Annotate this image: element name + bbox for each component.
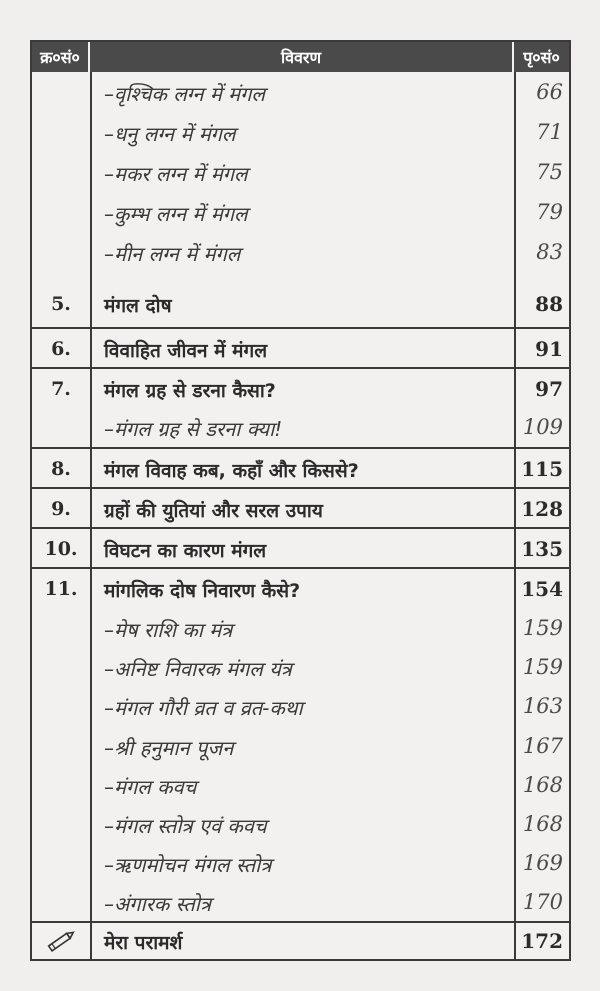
chapter-title: मंगल विवाह कब, कहाँ और किससे?	[104, 460, 359, 482]
list-item	[32, 112, 569, 152]
chapter-page: 135	[521, 537, 563, 561]
section-chapter-10	[32, 529, 569, 569]
chapter-title: विघटन का कारण मंगल	[104, 540, 267, 562]
list-item	[32, 765, 569, 805]
chapter-page: 91	[535, 337, 563, 361]
item-page: 79	[536, 200, 563, 224]
item-page: 168	[522, 812, 563, 836]
section-chapter-7	[32, 369, 569, 449]
item-title: –वृश्चिक लग्न में मंगल	[104, 82, 265, 106]
section-chapter-11	[32, 569, 569, 923]
chapter-row	[32, 569, 569, 609]
item-title: –मंगल कवच	[104, 775, 197, 799]
chapter-number: 9.	[51, 498, 71, 520]
chapter-title: मंगल ग्रह से डरना कैसा?	[104, 380, 276, 402]
item-title: –अंगारक स्तोत्र	[104, 892, 212, 916]
item-page: 71	[536, 120, 563, 144]
list-item	[32, 407, 569, 447]
table-of-contents	[30, 40, 571, 961]
chapter-page: 154	[521, 577, 563, 601]
item-page: 163	[522, 694, 563, 718]
chapter-page: 97	[535, 377, 563, 401]
chapter-title: ग्रहों की युतियां और सरल उपाय	[104, 500, 323, 522]
item-page: 159	[522, 616, 563, 640]
chapter-row	[32, 449, 569, 489]
item-title: –मकर लग्न में मंगल	[104, 162, 248, 186]
item-page: 167	[522, 734, 563, 758]
chapter-title: मांगलिक दोष निवारण कैसे?	[104, 580, 301, 602]
chapter-page: 88	[535, 292, 563, 316]
list-item	[32, 647, 569, 687]
chapter-page: 172	[521, 929, 563, 953]
item-page: 83	[536, 240, 563, 264]
item-title: –ऋणमोचन मंगल स्तोत्र	[104, 853, 272, 877]
item-page: 75	[536, 160, 563, 184]
chapter-page: 128	[521, 497, 563, 521]
chapter-row	[32, 284, 569, 324]
list-item	[32, 686, 569, 726]
item-page: 159	[522, 655, 563, 679]
list-item	[32, 232, 569, 272]
header-description: विवरण	[90, 42, 514, 72]
item-title: –मीन लग्न में मंगल	[104, 242, 241, 266]
chapter-row	[32, 489, 569, 529]
chapter-row	[32, 529, 569, 569]
item-page: 169	[522, 851, 563, 875]
item-page: 109	[522, 415, 563, 439]
list-item	[32, 882, 569, 922]
chapter-row	[32, 369, 569, 409]
section-chapter-9	[32, 489, 569, 529]
item-title: –कुम्भ लग्न में मंगल	[104, 202, 248, 226]
chapter-row	[32, 329, 569, 369]
chapter-row	[32, 921, 569, 961]
item-title: –मंगल गौरी व्रत व व्रत-कथा	[104, 696, 303, 720]
item-page: 66	[536, 80, 563, 104]
item-title: –मंगल ग्रह से डरना क्या!	[104, 417, 283, 441]
section-chapter-8	[32, 449, 569, 489]
item-title: –धनु लग्न में मंगल	[104, 122, 236, 146]
chapter-number: 7.	[51, 378, 71, 400]
list-item	[32, 152, 569, 192]
item-title: –मंगल स्तोत्र एवं कवच	[104, 814, 267, 838]
chapter-number: 5.	[51, 293, 71, 315]
item-title: –अनिष्ट निवारक मंगल यंत्र	[104, 657, 292, 681]
item-page: 168	[522, 773, 563, 797]
section-my-advice	[32, 923, 569, 959]
header-serial: क्र०सं०	[32, 42, 90, 72]
list-item	[32, 804, 569, 844]
item-page: 170	[522, 890, 563, 914]
chapter-number: 8.	[51, 458, 71, 480]
chapter-title: मंगल दोष	[104, 295, 172, 317]
table-header	[32, 42, 569, 72]
list-item	[32, 843, 569, 883]
item-title: –मेष राशि का मंत्र	[104, 618, 233, 642]
list-item	[32, 192, 569, 232]
section-chapter-6	[32, 329, 569, 369]
chapter-number: 6.	[51, 338, 71, 360]
chapter-page: 115	[521, 457, 563, 481]
chapter-number: 11.	[44, 578, 78, 600]
chapter-title: मेरा परामर्श	[104, 932, 183, 954]
chapter-title: विवाहित जीवन में मंगल	[104, 340, 268, 362]
header-page: पृ०सं०	[523, 48, 560, 67]
item-title: –श्री हनुमान पूजन	[104, 736, 234, 760]
pencil-icon	[44, 927, 78, 955]
list-item	[32, 72, 569, 112]
list-item	[32, 608, 569, 648]
chapter-number: 10.	[44, 538, 78, 560]
list-item	[32, 726, 569, 766]
section-chapter-5	[32, 72, 569, 329]
